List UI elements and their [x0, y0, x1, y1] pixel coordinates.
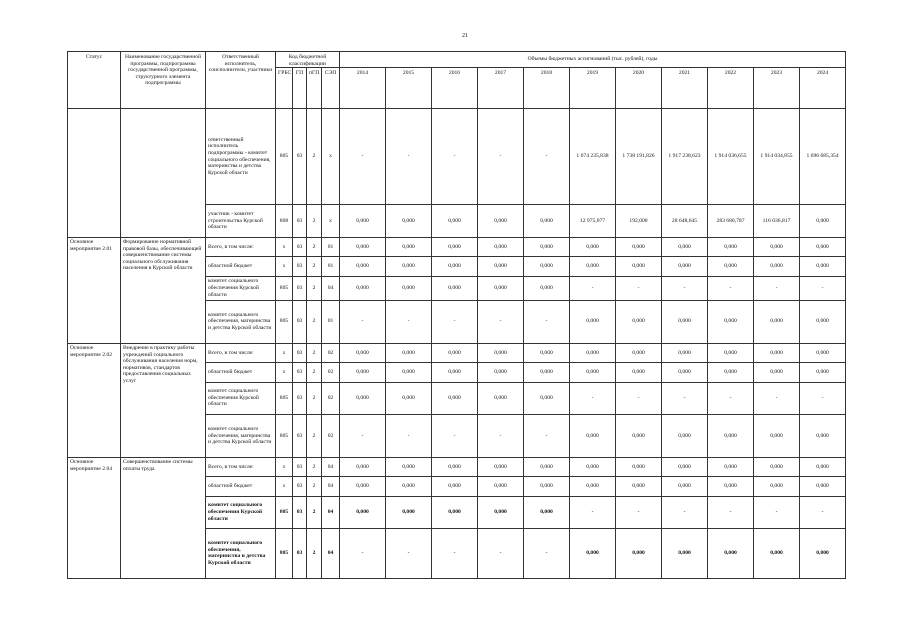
code-cell-grbs: х: [276, 257, 293, 276]
table-row: [68, 109, 846, 205]
value-cell-2017: 0,000: [478, 382, 524, 414]
code-cell-sep: 04: [322, 276, 340, 300]
value-cell-2020: -: [616, 276, 662, 300]
value-cell-2015: 0,000: [386, 257, 432, 276]
code-cell-gp: 03: [293, 457, 307, 476]
value-cell-2022: 0,000: [708, 300, 754, 343]
value-cell-2021: 0,000: [662, 457, 708, 476]
value-cell-2023: -: [754, 276, 800, 300]
value-cell-2024: 0,000: [800, 257, 846, 276]
value-cell-2024: 0,000: [800, 238, 846, 257]
code-cell-sep: х: [322, 109, 340, 205]
value-cell-2014: 0,000: [340, 363, 386, 382]
value-cell-2020: 0,000: [616, 343, 662, 362]
value-cell-2017: 0,000: [478, 457, 524, 476]
value-cell-2024: 0,000: [800, 414, 846, 457]
responsible-cell: комитет социального обеспечения Курской области: [206, 276, 276, 300]
value-cell-2024: -: [800, 276, 846, 300]
value-cell-2017: 0,000: [478, 363, 524, 382]
header-year-2022: 2022: [708, 68, 754, 109]
value-cell-2021: 1 917 238,623: [662, 109, 708, 205]
value-cell-2023: 0,000: [754, 343, 800, 362]
value-cell-2023: 0,000: [754, 257, 800, 276]
code-cell-sep: 02: [322, 343, 340, 362]
value-cell-2017: 0,000: [478, 205, 524, 238]
code-cell-pgp: 2: [307, 300, 322, 343]
code-cell-sep: 04: [322, 457, 340, 476]
value-cell-2015: -: [386, 414, 432, 457]
header-year-2017: 2017: [478, 68, 524, 109]
code-cell-gp: 03: [293, 276, 307, 300]
responsible-cell: комитет социального обеспечения Курской области: [206, 382, 276, 414]
responsible-cell: комитет социального обеспечения Курской области: [206, 496, 276, 528]
code-cell-pgp: 2: [307, 257, 322, 276]
code-cell-sep: х: [322, 205, 340, 238]
value-cell-2022: 283 680,787: [708, 205, 754, 238]
value-cell-2014: 0,000: [340, 477, 386, 496]
code-cell-grbs: 805: [276, 382, 293, 414]
code-cell-grbs: х: [276, 343, 293, 362]
value-cell-2021: 0,000: [662, 300, 708, 343]
value-cell-2016: 0,000: [432, 238, 478, 257]
status-cell: Основное мероприятие 2.04: [68, 457, 121, 578]
value-cell-2023: 1 914 034,855: [754, 109, 800, 205]
code-cell-pgp: 2: [307, 457, 322, 476]
code-cell-grbs: 805: [276, 414, 293, 457]
value-cell-2017: 0,000: [478, 276, 524, 300]
code-cell-sep: 01: [322, 300, 340, 343]
value-cell-2022: 0,000: [708, 414, 754, 457]
code-cell-gp: 03: [293, 528, 307, 578]
code-cell-gp: 03: [293, 363, 307, 382]
value-cell-2019: 0,000: [570, 414, 616, 457]
value-cell-2015: 0,000: [386, 343, 432, 362]
value-cell-2014: 0,000: [340, 205, 386, 238]
header-code-pgp: пГП: [307, 68, 322, 109]
code-cell-grbs: х: [276, 238, 293, 257]
code-cell-grbs: 805: [276, 528, 293, 578]
value-cell-2018: 0,000: [524, 205, 570, 238]
value-cell-2017: 0,000: [478, 257, 524, 276]
value-cell-2018: 0,000: [524, 276, 570, 300]
value-cell-2016: 0,000: [432, 457, 478, 476]
status-cell: [68, 109, 121, 238]
status-cell: Основное мероприятие 2.02: [68, 343, 121, 457]
code-cell-sep: 02: [322, 363, 340, 382]
value-cell-2018: 0,000: [524, 457, 570, 476]
code-cell-pgp: 2: [307, 343, 322, 362]
value-cell-2021: -: [662, 496, 708, 528]
code-cell-pgp: 2: [307, 382, 322, 414]
value-cell-2018: -: [524, 414, 570, 457]
budget-table: [67, 51, 846, 579]
value-cell-2014: 0,000: [340, 343, 386, 362]
value-cell-2016: 0,000: [432, 205, 478, 238]
header-code-grbs: ГРБС: [276, 68, 293, 109]
responsible-cell: ответственный исполнитель подпрограммы - комитет социального обеспечения, материнства и детства Курской области: [206, 109, 276, 205]
value-cell-2024: 0,000: [800, 205, 846, 238]
value-cell-2015: 0,000: [386, 205, 432, 238]
code-cell-gp: 03: [293, 205, 307, 238]
value-cell-2020: 1 738 191,826: [616, 109, 662, 205]
value-cell-2021: 0,000: [662, 528, 708, 578]
value-cell-2021: 0,000: [662, 414, 708, 457]
value-cell-2023: 116 036,817: [754, 205, 800, 238]
value-cell-2020: -: [616, 496, 662, 528]
value-cell-2021: 0,000: [662, 238, 708, 257]
value-cell-2014: -: [340, 528, 386, 578]
value-cell-2021: 0,000: [662, 343, 708, 362]
value-cell-2023: 0,000: [754, 457, 800, 476]
value-cell-2023: 0,000: [754, 363, 800, 382]
value-cell-2022: 1 914 036,655: [708, 109, 754, 205]
header-year-2021: 2021: [662, 68, 708, 109]
value-cell-2024: 0,000: [800, 457, 846, 476]
value-cell-2019: 0,000: [570, 457, 616, 476]
responsible-cell: Всего, в том числе:: [206, 343, 276, 362]
value-cell-2016: 0,000: [432, 382, 478, 414]
value-cell-2019: 1 674 235,838: [570, 109, 616, 205]
header-year-2023: 2023: [754, 68, 800, 109]
value-cell-2015: 0,000: [386, 496, 432, 528]
code-cell-grbs: х: [276, 363, 293, 382]
value-cell-2019: -: [570, 382, 616, 414]
header-year-2014: 2014: [340, 68, 386, 109]
value-cell-2024: 0,000: [800, 300, 846, 343]
value-cell-2019: 0,000: [570, 363, 616, 382]
value-cell-2023: 0,000: [754, 528, 800, 578]
value-cell-2022: 0,000: [708, 238, 754, 257]
value-cell-2015: 0,000: [386, 457, 432, 476]
value-cell-2016: 0,000: [432, 343, 478, 362]
value-cell-2016: 0,000: [432, 257, 478, 276]
value-cell-2017: 0,000: [478, 477, 524, 496]
code-cell-pgp: 2: [307, 496, 322, 528]
responsible-cell: областной бюджет: [206, 477, 276, 496]
code-cell-sep: 04: [322, 496, 340, 528]
value-cell-2024: 1 696 685,354: [800, 109, 846, 205]
value-cell-2019: 0,000: [570, 528, 616, 578]
value-cell-2020: -: [616, 382, 662, 414]
value-cell-2021: 0,000: [662, 257, 708, 276]
header-responsible: Ответственный исполнитель, соисполнители, участники: [206, 52, 276, 109]
code-cell-sep: 01: [322, 257, 340, 276]
value-cell-2015: 0,000: [386, 276, 432, 300]
value-cell-2020: 0,000: [616, 414, 662, 457]
value-cell-2019: 12 975,077: [570, 205, 616, 238]
value-cell-2021: -: [662, 382, 708, 414]
value-cell-2015: 0,000: [386, 477, 432, 496]
header-code-gp: ГП: [293, 68, 307, 109]
program-name-cell: Формирование нормативной правовой базы, обеспечивающей совершенствование системы социального обслуживания населения в Курской области: [121, 238, 206, 344]
value-cell-2023: 0,000: [754, 414, 800, 457]
value-cell-2016: 0,000: [432, 496, 478, 528]
code-cell-sep: 04: [322, 477, 340, 496]
responsible-cell: комитет социального обеспечения, материнства и детства Курской области: [206, 414, 276, 457]
value-cell-2024: 0,000: [800, 363, 846, 382]
value-cell-2023: 0,000: [754, 300, 800, 343]
header-status: Статус: [68, 52, 121, 109]
value-cell-2018: 0,000: [524, 238, 570, 257]
value-cell-2014: 0,000: [340, 238, 386, 257]
code-cell-pgp: 2: [307, 414, 322, 457]
code-cell-gp: 03: [293, 477, 307, 496]
header-budget-code: Код бюджетной классификации: [276, 52, 340, 68]
value-cell-2019: 0,000: [570, 477, 616, 496]
value-cell-2017: 0,000: [478, 496, 524, 528]
value-cell-2018: -: [524, 300, 570, 343]
value-cell-2019: 0,000: [570, 238, 616, 257]
value-cell-2024: 0,000: [800, 477, 846, 496]
value-cell-2022: 0,000: [708, 477, 754, 496]
value-cell-2018: -: [524, 109, 570, 205]
value-cell-2022: -: [708, 496, 754, 528]
value-cell-2015: -: [386, 300, 432, 343]
value-cell-2020: 0,000: [616, 528, 662, 578]
value-cell-2016: 0,000: [432, 477, 478, 496]
code-cell-pgp: 2: [307, 477, 322, 496]
value-cell-2016: 0,000: [432, 276, 478, 300]
value-cell-2016: 0,000: [432, 363, 478, 382]
value-cell-2017: 0,000: [478, 343, 524, 362]
value-cell-2016: -: [432, 300, 478, 343]
header-year-2015: 2015: [386, 68, 432, 109]
value-cell-2021: 28 648,645: [662, 205, 708, 238]
value-cell-2018: 0,000: [524, 477, 570, 496]
code-cell-grbs: 805: [276, 109, 293, 205]
code-cell-gp: 03: [293, 343, 307, 362]
program-name-cell: Внедрение в практику работы учреждений социального обслуживания населения норм, нормативов, стандартов предоставления социальных услуг: [121, 343, 206, 457]
value-cell-2024: 0,000: [800, 343, 846, 362]
code-cell-sep: 02: [322, 414, 340, 457]
responsible-cell: областной бюджет: [206, 257, 276, 276]
value-cell-2015: 0,000: [386, 238, 432, 257]
value-cell-2021: 0,000: [662, 477, 708, 496]
value-cell-2015: -: [386, 528, 432, 578]
value-cell-2017: 0,000: [478, 238, 524, 257]
code-cell-gp: 03: [293, 496, 307, 528]
value-cell-2015: -: [386, 109, 432, 205]
value-cell-2018: 0,000: [524, 363, 570, 382]
code-cell-gp: 03: [293, 414, 307, 457]
code-cell-grbs: х: [276, 477, 293, 496]
header-year-2016: 2016: [432, 68, 478, 109]
value-cell-2022: -: [708, 276, 754, 300]
value-cell-2022: 0,000: [708, 457, 754, 476]
value-cell-2016: -: [432, 414, 478, 457]
value-cell-2017: -: [478, 300, 524, 343]
code-cell-gp: 03: [293, 109, 307, 205]
value-cell-2018: 0,000: [524, 257, 570, 276]
value-cell-2018: 0,000: [524, 382, 570, 414]
code-cell-pgp: 2: [307, 109, 322, 205]
header-year-2024: 2024: [800, 68, 846, 109]
program-name-cell: [121, 109, 206, 238]
value-cell-2019: -: [570, 496, 616, 528]
value-cell-2022: 0,000: [708, 528, 754, 578]
value-cell-2017: -: [478, 109, 524, 205]
code-cell-pgp: 2: [307, 528, 322, 578]
header-volumes: Объемы бюджетных ассигнований (тыс. рублей), годы: [340, 52, 846, 68]
value-cell-2022: 0,000: [708, 257, 754, 276]
value-cell-2023: -: [754, 496, 800, 528]
responsible-cell: Всего, в том числе:: [206, 238, 276, 257]
responsible-cell: комитет социального обеспечения, материнства и детства Курской области: [206, 528, 276, 578]
code-cell-gp: 03: [293, 238, 307, 257]
value-cell-2014: 0,000: [340, 382, 386, 414]
value-cell-2014: 0,000: [340, 457, 386, 476]
value-cell-2015: 0,000: [386, 382, 432, 414]
value-cell-2014: 0,000: [340, 257, 386, 276]
header-name: Наименование государственной программы, подпрограммы государственной программы, структурного элемента подпрограммы: [121, 52, 206, 109]
code-cell-pgp: 2: [307, 276, 322, 300]
value-cell-2020: 0,000: [616, 257, 662, 276]
value-cell-2014: -: [340, 300, 386, 343]
code-cell-pgp: 2: [307, 205, 322, 238]
value-cell-2020: 0,000: [616, 477, 662, 496]
value-cell-2022: 0,000: [708, 363, 754, 382]
code-cell-sep: 04: [322, 528, 340, 578]
status-cell: Основное мероприятие 2.01: [68, 238, 121, 344]
value-cell-2019: 0,000: [570, 257, 616, 276]
code-cell-grbs: 805: [276, 276, 293, 300]
value-cell-2014: -: [340, 414, 386, 457]
code-cell-grbs: 805: [276, 300, 293, 343]
value-cell-2014: -: [340, 109, 386, 205]
code-cell-pgp: 2: [307, 238, 322, 257]
code-cell-gp: 03: [293, 300, 307, 343]
header-year-2020: 2020: [616, 68, 662, 109]
value-cell-2023: -: [754, 382, 800, 414]
value-cell-2020: 192,000: [616, 205, 662, 238]
header-year-2018: 2018: [524, 68, 570, 109]
value-cell-2022: 0,000: [708, 343, 754, 362]
value-cell-2015: 0,000: [386, 363, 432, 382]
value-cell-2014: 0,000: [340, 276, 386, 300]
header-code-sep: СЭП: [322, 68, 340, 109]
code-cell-gp: 03: [293, 382, 307, 414]
value-cell-2018: -: [524, 528, 570, 578]
value-cell-2021: -: [662, 276, 708, 300]
code-cell-grbs: 805: [276, 496, 293, 528]
responsible-cell: участник - комитет строительства Курской области: [206, 205, 276, 238]
table-row: [68, 343, 846, 362]
value-cell-2020: 0,000: [616, 363, 662, 382]
value-cell-2019: 0,000: [570, 343, 616, 362]
code-cell-grbs: х: [276, 457, 293, 476]
value-cell-2022: -: [708, 382, 754, 414]
value-cell-2021: 0,000: [662, 363, 708, 382]
table-row: [68, 457, 846, 476]
header-year-2019: 2019: [570, 68, 616, 109]
code-cell-gp: 03: [293, 257, 307, 276]
page-number: 21: [462, 33, 468, 39]
code-cell-sep: 01: [322, 238, 340, 257]
program-name-cell: Совершенствование системы оплаты труда: [121, 457, 206, 578]
value-cell-2020: 0,000: [616, 238, 662, 257]
value-cell-2016: -: [432, 109, 478, 205]
responsible-cell: Всего, в том числе:: [206, 457, 276, 476]
value-cell-2018: 0,000: [524, 343, 570, 362]
value-cell-2017: -: [478, 528, 524, 578]
value-cell-2024: 0,000: [800, 528, 846, 578]
value-cell-2019: -: [570, 276, 616, 300]
value-cell-2023: 0,000: [754, 477, 800, 496]
value-cell-2020: 0,000: [616, 457, 662, 476]
table-row: [68, 238, 846, 257]
responsible-cell: комитет социального обеспечения, материнства и детства Курской области: [206, 300, 276, 343]
responsible-cell: областной бюджет: [206, 363, 276, 382]
value-cell-2018: 0,000: [524, 496, 570, 528]
value-cell-2014: 0,000: [340, 496, 386, 528]
value-cell-2020: 0,000: [616, 300, 662, 343]
value-cell-2019: 0,000: [570, 300, 616, 343]
value-cell-2023: 0,000: [754, 238, 800, 257]
code-cell-grbs: 808: [276, 205, 293, 238]
code-cell-pgp: 2: [307, 363, 322, 382]
code-cell-sep: 02: [322, 382, 340, 414]
value-cell-2024: -: [800, 382, 846, 414]
value-cell-2016: -: [432, 528, 478, 578]
value-cell-2017: -: [478, 414, 524, 457]
value-cell-2024: -: [800, 496, 846, 528]
